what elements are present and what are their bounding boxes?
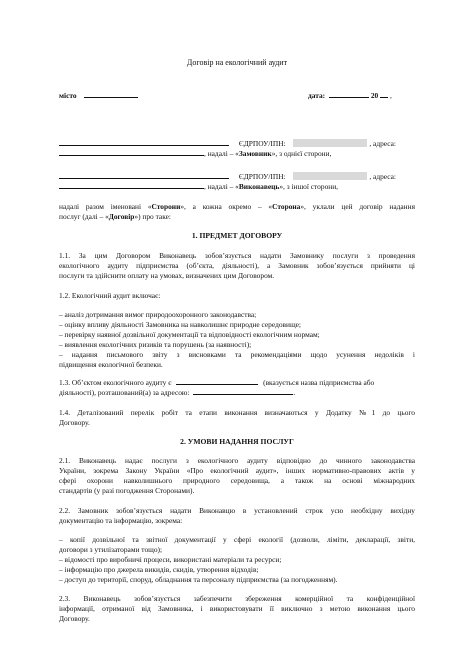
p14-line: 1.4. Деталізований перелік робіт та етапи виконання визначаються у Додатку №1 до цього xyxy=(59,408,415,417)
p22-item: – відомості про виробничі процеси, використані матеріали та ресурси; xyxy=(59,555,282,564)
p23-line: 2.3. Виконавець зобов’язується забезпечити збереження комерційної та конфіденційної xyxy=(59,594,415,603)
p22-item: – інформацію про джерела викидів, скидів, утворення відходів; xyxy=(59,565,259,574)
p12-item: – аналіз дотримання вимог природоохоронного законодавства; xyxy=(59,310,257,319)
party1-name-field[interactable] xyxy=(59,139,229,146)
date-row xyxy=(308,91,392,100)
p12-item: – виявлення екологічних ризиків та порушень (за наявності); xyxy=(59,340,252,349)
year-field[interactable] xyxy=(380,91,388,98)
p12-item: – надання письмового звіту з висновками та рекомендаціями щодо усунення недоліків і xyxy=(59,350,415,359)
date-field[interactable] xyxy=(329,91,369,98)
object-name-field[interactable] xyxy=(176,378,258,385)
p22-line: документацію та інформацію, зокрема: xyxy=(59,516,183,525)
date-label: дата: xyxy=(308,91,326,100)
party2-tail-after: », з іншої сторони, xyxy=(279,182,339,191)
party1-addr-label: , адреса: xyxy=(369,139,396,148)
p13-line2 xyxy=(59,388,295,397)
p12-item: – оцінку впливу діяльності Замовника на навколишнє природне середовище; xyxy=(59,320,301,329)
party2-code-field[interactable] xyxy=(293,172,367,180)
city-row xyxy=(59,91,138,100)
p11-line: 1.1. За цим Договором Виконавець зобов’язується надати Замовнику послуги з проведення xyxy=(59,251,415,260)
p22-item: – копії дозвільної та звітної документації у сфері екології (дозволи, ліміти, декларації, звіти, xyxy=(59,535,415,544)
document-title: Договір на екологічний аудит xyxy=(186,58,288,67)
year-prefix: 20 xyxy=(370,91,379,100)
p13-line1 xyxy=(59,378,374,387)
party1-tail-after: », з однієї сторони, xyxy=(271,149,332,158)
party2-name-field[interactable] xyxy=(59,172,229,179)
p13-text-c: діяльності), розташований(а) за адресою: xyxy=(59,388,190,397)
party1-line2 xyxy=(59,149,331,158)
city-field[interactable] xyxy=(84,91,138,98)
party2-tail-before: , надалі – « xyxy=(204,182,239,191)
p21-line: України, зокрема Закону України «Про екологічний аудит», інших нормативно-правових актів у xyxy=(59,466,415,475)
p23-line: інформації, отриманої від Замовника, і використовувати її виключно з метою виконання цього xyxy=(59,604,415,613)
party1-tail-before: , надалі – « xyxy=(204,149,239,158)
section1-heading: 1. ПРЕДМЕТ ДОГОВОРУ xyxy=(191,231,283,240)
party2-line1 xyxy=(59,172,396,181)
p12-item: підвищення екологічної безпеки. xyxy=(59,360,163,369)
party2-line2 xyxy=(59,182,338,191)
p13-text-b: (вказується назва підприємства або xyxy=(263,378,375,387)
p21-line: сфері охорони навколишнього природного середовища, а також на основі міжнародних xyxy=(59,476,415,485)
party1-code-label: ЄДРПОУ/ІПН: xyxy=(238,139,286,148)
p22-line: 2.2. Замовник зобов’язується надати Виконавцю в установлений строк усю необхідну вихідну xyxy=(59,506,415,515)
p12-intro: 1.2. Екологічний аудит включає: xyxy=(59,291,161,300)
intro-line-2: послуг (далі – «Договір») про таке: xyxy=(59,212,171,221)
city-label: місто xyxy=(59,91,77,100)
date-comma: , xyxy=(389,91,392,100)
party1-line1 xyxy=(59,139,396,148)
intro-line-1: надалі разом іменовані «Сторони», а кожна окремо – «Сторона», уклали цей договір надання xyxy=(59,202,415,211)
party1-address-field[interactable] xyxy=(59,149,204,156)
p22-item: договори з утилізаторами тощо); xyxy=(59,545,163,554)
party1-code-field[interactable] xyxy=(293,139,367,147)
p12-item: – перевірку наявної дозвільної документації та відповідності екологічним нормам; xyxy=(59,330,320,339)
p13-end: . xyxy=(293,388,296,397)
party2-role: Виконавець xyxy=(238,182,280,191)
p22-item: – доступ до території, споруд, обладнання та персоналу підприємства (за погодженням). xyxy=(59,575,338,584)
p21-line: стандартів (у разі погодження Сторонами). xyxy=(59,486,195,495)
party2-addr-label: , адреса: xyxy=(369,172,396,181)
p13-text-a: 1.3. Об’єктом екологічного аудиту є xyxy=(59,378,172,387)
party1-role: Замовник xyxy=(238,149,272,158)
section2-heading: 2. УМОВИ НАДАННЯ ПОСЛУГ xyxy=(180,437,294,446)
p21-line: 2.1. Виконавець надає послуги з екологічного аудиту відповідно до чинного законодавства xyxy=(59,456,415,465)
object-address-field[interactable] xyxy=(193,388,296,397)
p14-line: Договору. xyxy=(59,418,90,427)
party2-address-field[interactable] xyxy=(59,182,204,189)
p23-line: Договору. xyxy=(59,614,90,623)
p11-line: послуги та здійснити оплату на умовах, визначених цим Договором. xyxy=(59,271,275,280)
party2-code-label: ЄДРПОУ/ІПН: xyxy=(238,172,286,181)
p11-line: екологічного аудиту підприємства (об’єкта, діяльності), а Замовник зобов’язується прийняти ці xyxy=(59,261,415,270)
